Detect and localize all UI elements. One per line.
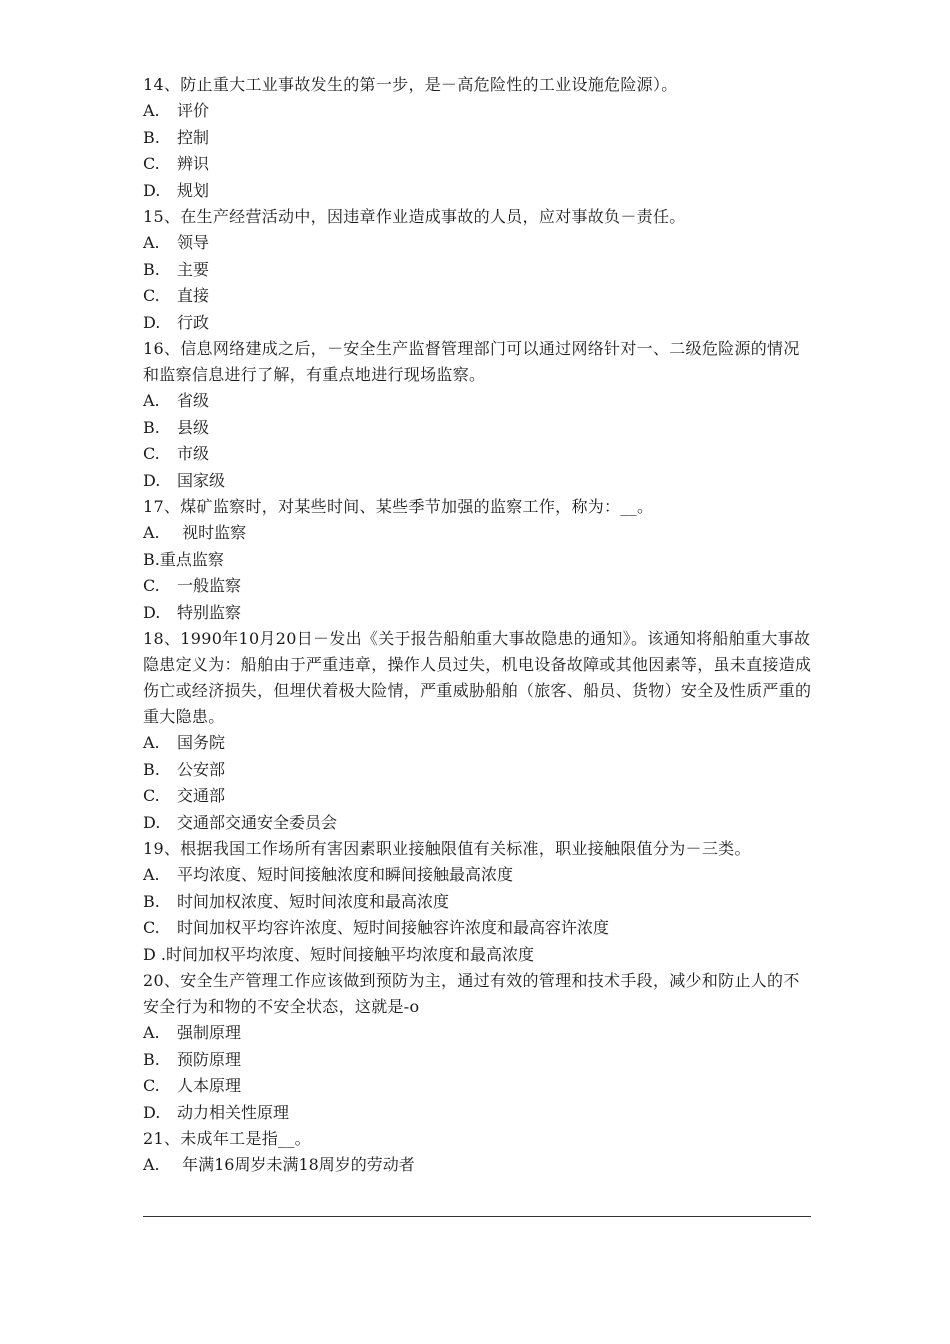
- option-a: [143, 230, 815, 257]
- option-letter: A.: [143, 733, 160, 752]
- question-stem: 21、未成年工是指__。: [143, 1129, 311, 1148]
- option-b: [143, 889, 815, 916]
- option-text: 重点监察: [159, 549, 224, 569]
- option-letter: C.: [143, 444, 160, 463]
- question-20: [143, 968, 815, 1126]
- option-a: [143, 388, 815, 415]
- option-text: 行政: [177, 312, 210, 332]
- option-a: [143, 862, 815, 889]
- option-letter: A.: [143, 233, 160, 252]
- option-text: 动力相关性原理: [177, 1102, 290, 1122]
- option-c: [143, 783, 815, 810]
- option-a: [143, 1020, 815, 1047]
- option-letter: B.: [143, 891, 160, 911]
- option-c: [143, 1073, 815, 1100]
- question-stem: 19、根据我国工作场所有害因素职业接触限值有关标准，职业接触限值分为－三类。: [143, 839, 751, 858]
- option-letter: A.: [143, 101, 160, 120]
- option-letter: B.: [143, 1049, 160, 1069]
- footer-divider: [143, 1216, 811, 1217]
- option-c: [143, 151, 815, 178]
- option-d: [143, 942, 815, 969]
- option-a: [143, 98, 815, 125]
- option-c: [143, 573, 815, 600]
- option-text: 一般监察: [177, 576, 242, 595]
- question-14: [143, 72, 815, 204]
- option-letter: C.: [143, 154, 160, 173]
- option-text: 评价: [177, 101, 210, 120]
- option-text: 公安部: [177, 759, 226, 779]
- option-text: 直接: [177, 286, 210, 305]
- option-b: [143, 125, 815, 152]
- option-letter: A.: [143, 1023, 160, 1042]
- exam-page: [143, 72, 815, 1179]
- option-text: 省级: [177, 391, 210, 410]
- option-letter: A.: [143, 391, 160, 410]
- option-d: [143, 600, 815, 627]
- option-text: 主要: [177, 259, 210, 279]
- option-text: 预防原理: [177, 1049, 242, 1069]
- question-16: [143, 336, 815, 494]
- question-stem: 14、防止重大工业事故发生的第一步，是－高危险性的工业设施危险源）。: [143, 75, 678, 94]
- option-letter: D .: [143, 944, 166, 964]
- option-letter: B.: [143, 759, 160, 779]
- option-letter: B.: [143, 549, 160, 569]
- option-d: [143, 810, 815, 837]
- option-b: [143, 257, 815, 284]
- option-text: 控制: [177, 127, 210, 147]
- option-text: 特别监察: [177, 602, 242, 622]
- option-text: 交通部: [177, 786, 226, 805]
- option-letter: B.: [143, 259, 160, 279]
- option-text: 时间加权平均浓度、短时间接触平均浓度和最高浓度: [166, 944, 535, 964]
- option-d: [143, 1100, 815, 1127]
- option-letter: D.: [143, 180, 161, 200]
- option-d: [143, 178, 815, 205]
- option-text: 县级: [177, 417, 210, 437]
- option-text: 时间加权浓度、短时间浓度和最高浓度: [177, 891, 450, 911]
- option-text: 平均浓度、短时间接触浓度和瞬间接触最高浓度: [177, 865, 514, 884]
- question-21: [143, 1126, 815, 1179]
- option-text: 交通部交通安全委员会: [177, 812, 338, 832]
- option-text: 年满16周岁未满18周岁的劳动者: [177, 1155, 415, 1174]
- option-c: [143, 441, 815, 468]
- option-d: [143, 310, 815, 337]
- option-a: [143, 520, 815, 547]
- question-stem: 17、煤矿监察时，对某些时间、某些季节加强的监察工作，称为：__。: [143, 497, 654, 516]
- option-letter: C.: [143, 918, 160, 937]
- option-c: [143, 283, 815, 310]
- option-letter: A.: [143, 523, 160, 542]
- option-b: [143, 415, 815, 442]
- option-d: [143, 468, 815, 495]
- option-letter: A.: [143, 1155, 160, 1174]
- option-text: 时间加权平均容许浓度、短时间接触容许浓度和最高容许浓度: [177, 918, 610, 937]
- option-b: [143, 1047, 815, 1074]
- question-stem: 20、安全生产管理工作应该做到预防为主，通过有效的管理和技术手段，减少和防止人的不安全行为和物的不安全状态，这就是-o: [143, 971, 800, 1016]
- question-stem: 15、在生产经营活动中，因违章作业造成事故的人员，应对事故负－责任。: [143, 207, 686, 226]
- option-text: 规划: [177, 180, 210, 200]
- option-text: 人本原理: [177, 1076, 242, 1095]
- question-15: [143, 204, 815, 336]
- question-17: [143, 494, 815, 626]
- question-19: [143, 836, 815, 968]
- question-stem: 16、信息网络建成之后，－安全生产监督管理部门可以通过网络针对一、二级危险源的情况和监察信息进行了解，有重点地进行现场监察。: [143, 339, 800, 384]
- option-letter: B.: [143, 417, 160, 437]
- option-letter: C.: [143, 576, 160, 595]
- option-text: 强制原理: [177, 1023, 242, 1042]
- option-b: [143, 757, 815, 784]
- option-text: 视时监察: [177, 523, 247, 542]
- option-letter: C.: [143, 286, 160, 305]
- option-a: [143, 730, 815, 757]
- option-text: 市级: [177, 444, 210, 463]
- option-text: 国家级: [177, 470, 226, 490]
- option-letter: D.: [143, 470, 161, 490]
- option-letter: D.: [143, 1102, 161, 1122]
- option-b: [143, 547, 815, 574]
- option-letter: C.: [143, 786, 160, 805]
- option-letter: B.: [143, 127, 160, 147]
- option-text: 国务院: [177, 733, 226, 752]
- question-stem: 18、1990年10月20日－发出《关于报告船舶重大事故隐患的通知》。该通知将船舶重大事故隐患定义为：船舶由于严重违章，操作人员过失，机电设备故障或其他因素等，虽未直接造成伤亡或经济损失，但埋伏着极大险情，严重威胁船舶（旅客、船员、货物）安全及性质严重的重大隐患。: [143, 629, 812, 726]
- option-text: 领导: [177, 233, 210, 252]
- option-text: 辨识: [177, 154, 210, 173]
- option-letter: D.: [143, 602, 161, 622]
- option-c: [143, 915, 815, 942]
- option-letter: D.: [143, 312, 161, 332]
- option-letter: A.: [143, 865, 160, 884]
- question-18: [143, 626, 815, 836]
- option-letter: C.: [143, 1076, 160, 1095]
- option-a: [143, 1152, 815, 1179]
- option-letter: D.: [143, 812, 161, 832]
